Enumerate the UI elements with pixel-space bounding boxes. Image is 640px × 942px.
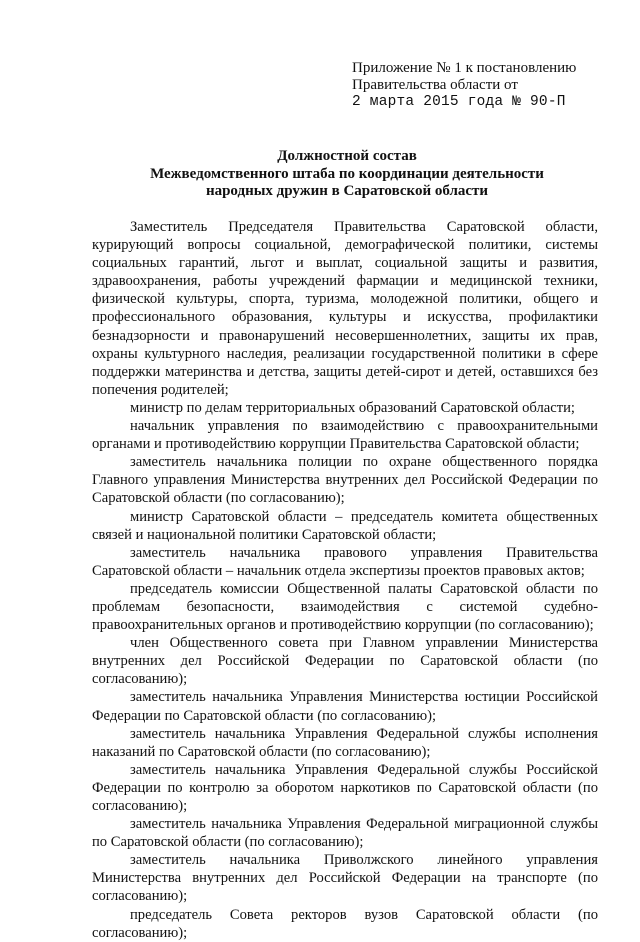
member-item: председатель комиссии Общественной палаты Саратовской области по проблемам безопасности, взаимодействия с системой судебно-правоохранительных органов и противодействию коррупции (по согласованию); bbox=[92, 580, 598, 634]
member-item: заместитель начальника Управления Федеральной службы исполнения наказаний по Саратовской области (по согласованию); bbox=[92, 725, 598, 760]
appendix-line-1: Приложение № 1 к постановлению bbox=[352, 60, 577, 76]
title-line-1: Должностной состав bbox=[277, 148, 417, 164]
member-item: председатель Совета ректоров вузов Саратовской области (по согласованию); bbox=[92, 906, 598, 941]
member-item: заместитель начальника Управления Федеральной службы Российской Федерации по контролю за оборотом наркотиков по Саратовской области (по согласованию); bbox=[92, 761, 598, 814]
appendix-note bbox=[352, 60, 612, 111]
title-line-3: народных дружин в Саратовской области bbox=[205, 183, 489, 199]
member-item: министр Саратовской области – председатель комитета общественных связей и национальной политики Саратовской области; bbox=[92, 508, 598, 543]
appendix-line-2: Правительства области от bbox=[352, 77, 518, 93]
document-title bbox=[92, 148, 602, 201]
member-item: Заместитель Председателя Правительства Саратовской области, курирующий вопросы социальной, демографической политики, системы социальных гарантий, льгот и выплат, социальной защиты и развития, здравоохранения, работы учреждений фармации и медицинской техники, физической культуры, спорта, туризма, молодежной политики, общего и профессионального образования, культуры и искусства, профилактики безнадзорности и правонарушений несовершеннолетних, защиты их прав, охраны культурного наследия, реализации государственной политики в сфере поддержки материнства и детства, защиты детей-сирот и детей, оставшихся без попечения родителей; bbox=[92, 219, 598, 398]
member-item: министр по делам территориальных образований Саратовской области; bbox=[130, 399, 575, 416]
member-item: заместитель начальника Управления Федеральной миграционной службы по Саратовской области (по согласованию); bbox=[92, 816, 598, 851]
member-item: член Общественного совета при Главном управлении Министерства внутренних дел Российской Федерации по Саратовской области (по согласованию); bbox=[92, 635, 598, 688]
member-item: заместитель начальника правового управления Правительства Саратовской области – начальник отдела экспертизы проектов правовых актов; bbox=[92, 544, 598, 579]
member-item: заместитель начальника Управления Министерства юстиции Российской Федерации по Саратовской области (по согласованию); bbox=[92, 689, 598, 724]
title-line-2: Межведомственного штаба по координации деятельности bbox=[150, 165, 544, 182]
member-item: начальник управления по взаимодействию с правоохранительными органами и противодействию коррупции Правительства Саратовской области; bbox=[92, 418, 598, 453]
member-item: заместитель начальника Приволжского линейного управления Министерства внутренних дел Российской Федерации на транспорте (по согласованию); bbox=[92, 852, 598, 905]
member-list bbox=[92, 218, 598, 942]
member-item: заместитель начальника полиции по охране общественного порядка Главного управления Министерства внутренних дел Российской Федерации по Саратовской области (по согласованию); bbox=[92, 454, 598, 507]
appendix-date-number: 2 марта 2015 года № 90-П bbox=[352, 94, 566, 110]
